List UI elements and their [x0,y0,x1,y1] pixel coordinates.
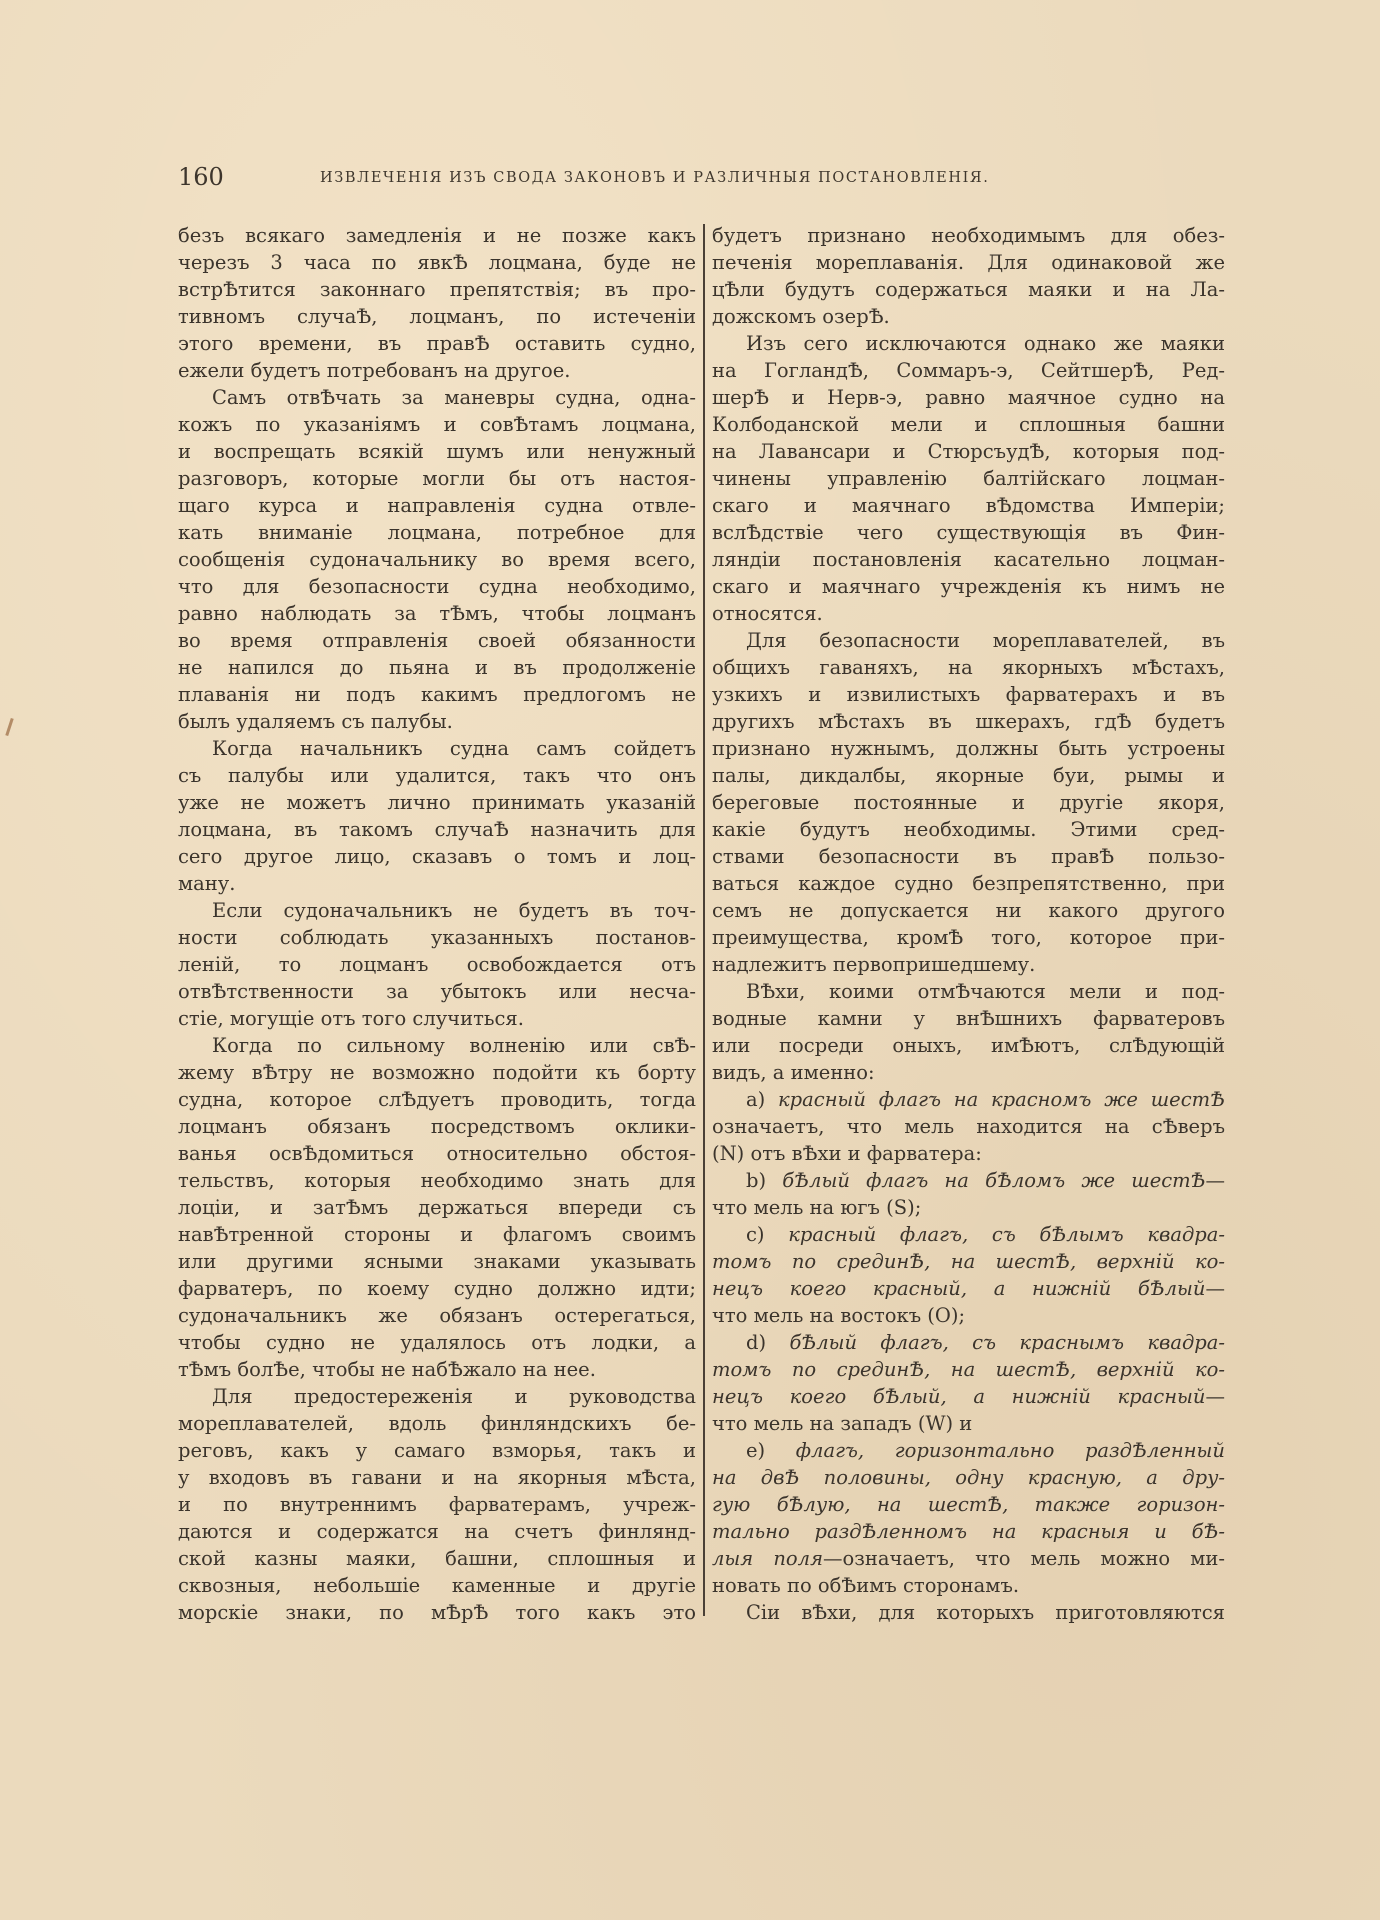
running-title: ИЗВЛЕЧЕНІЯ ИЗЪ СВОДА ЗАКОНОВЪ И РАЗЛИЧНЫЯ ПОСТАНОВЛЕНІЯ. [320,170,990,186]
text-line: лоціи, и затѢмъ держаться впереди съ [178,1196,696,1219]
text-line: e) флагъ, горизонтально раздѢленный [746,1439,1225,1462]
text-line: (N) отъ вѢхи и фарватера: [712,1142,982,1165]
italic-text: флагъ, горизонтально раздѢленный [795,1439,1225,1462]
text-line: судна, которое слѢдуетъ проводить, тогда [178,1088,696,1111]
text-line: или другими ясными знаками указывать [178,1250,696,1273]
text-line: жему вѢтру не возможно подойти къ борту [178,1061,696,1084]
italic-text: красный флагъ, съ бѢлымъ квадра- [788,1223,1225,1246]
right-column [712,222,1225,1626]
text-line: этого времени, въ правѢ оставить судно, [178,332,696,355]
text-line: что мель на западъ (W) и [712,1412,973,1435]
text-line: безъ всякаго замедленія и не позже какъ [178,224,696,247]
italic-text: лыя поля [712,1547,823,1570]
text-line: морскіе знаки, по мѢрѢ того какъ это [178,1601,696,1624]
text-line: нецъ коего бѢлый, а нижній красный— [712,1385,1225,1408]
text-line: ману. [178,872,236,895]
text-line: палы, дикдалбы, якорные буи, рымы и [712,764,1225,787]
text-line [712,1356,1225,1383]
text-line: береговые постоянные и другіе якоря, [712,791,1225,814]
italic-text: бѢлый флагъ на бѢломъ же шестѢ [782,1169,1206,1192]
text-line: ности соблюдать указанныхъ постанов- [178,926,696,949]
text-line: водные камни у внѢшнихъ фарватеровъ [712,1007,1225,1030]
text-line: ваться каждое судно безпрепятственно, при [712,872,1225,895]
text-line: шерѢ и Нерв-э, равно маячное судно на [712,386,1225,409]
text-line: что мель на югъ (S); [712,1196,922,1219]
text-line: какіе будутъ необходимы. Этими сред- [712,818,1225,841]
text-line: во время отправленія своей обязанности [178,629,696,652]
text-line: уже не можетъ лично принимать указаній [178,791,696,814]
text-line: лыя поля—означаетъ, что мель можно ми- [712,1547,1225,1570]
text-line: вслѢдствіе чего существующія въ Фин- [712,521,1225,544]
text-line: не напился до пьяна и въ продолженіе [178,656,696,679]
text-line: сего другое лицо, сказавъ о томъ и лоц- [178,845,696,868]
text-line: относятся. [712,602,823,625]
text-line: что мель на востокъ (O); [712,1304,966,1327]
text-line: Самъ отвѢчать за маневры судна, одна- [212,386,696,409]
text-line: и воспрещать всякій шумъ или ненужный [178,440,696,463]
text-line: былъ удаляемъ съ палубы. [178,710,453,733]
text-line: надлежитъ первопришедшему. [712,953,1036,976]
text-line [712,1491,1225,1518]
text-line: дожскомъ озерѢ. [712,305,890,328]
text-line: Сіи вѢхи, для которыхъ приготовляются [746,1601,1225,1624]
text-line: на Лавансари и СтюрсъудѢ, которыя под- [712,440,1225,463]
margin-pencil-mark [5,718,13,736]
text-line: означаетъ, что мель находится на сѢверъ [712,1115,1225,1138]
italic-text: гую бѢлую, на шестѢ, также горизон- [712,1493,1225,1516]
column-divider [703,224,705,1616]
text-line: Если судоначальникъ не будетъ въ точ- [212,899,696,922]
text-line: у входовъ въ гавани и на якорныя мѢста, [178,1466,696,1489]
text-line: семъ не допускается ни какого другого [712,899,1225,922]
text-line: мореплавателей, вдоль финляндскихъ бе- [178,1412,696,1435]
text-line: лоцманъ обязанъ посредствомъ оклики- [178,1115,696,1138]
italic-text: томъ по срединѢ, на шестѢ, верхній ко- [712,1358,1225,1381]
page-header [178,163,1225,193]
text-line [712,1248,1225,1275]
text-line: разговоръ, которые могли бы отъ настоя- [178,467,696,490]
text-line: d) бѢлый флагъ, съ краснымъ квадра- [746,1331,1225,1354]
text-line: съ палубы или удалится, такъ что онъ [178,764,696,787]
text-line: нецъ коего красный, а нижній бѢлый— [712,1277,1225,1300]
text-line: встрѢтится законнаго препятствія; въ про- [178,278,696,301]
italic-text: красный флагъ на красномъ же шестѢ [778,1088,1225,1111]
text-line: ВѢхи, коими отмѢчаются мели и под- [746,980,1225,1003]
text-line: ванья освѢдомиться относительно обстоя- [178,1142,696,1165]
text-line: ствами безопасности въ правѢ пользо- [712,845,1225,868]
text-line: будетъ признано необходимымъ для обез- [712,224,1225,247]
italic-text: нецъ коего красный, а нижній бѢлый [712,1277,1206,1300]
text-line: Колбоданской мели и сплошныя башни [712,413,1225,436]
text-line: ской казны маяки, башни, сплошныя и [178,1547,696,1570]
text-line: c) красный флагъ, съ бѢлымъ квадра- [746,1223,1225,1246]
text-line: черезъ 3 часа по явкѢ лоцмана, буде не [178,251,696,274]
text-line: чтобы судно не удалялось отъ лодки, а [178,1331,696,1354]
text-line: ляндіи постановленія касательно лоцман- [712,548,1225,571]
text-line: признано нужнымъ, должны быть устроены [712,737,1225,760]
text-line: лоцмана, въ такомъ случаѢ назначить для [178,818,696,841]
text-line: сообщенія судоначальнику во время всего, [178,548,696,571]
text-line: леній, то лоцманъ освобождается отъ [178,953,696,976]
text-line: фарватеръ, по коему судно должно идти; [178,1277,696,1300]
text-line: навѢтренной стороны и флагомъ своимъ [178,1223,696,1246]
text-line: скаго и маячнаго учрежденія къ нимъ не [712,575,1225,598]
text-line: Для предостереженія и руководства [212,1385,696,1408]
text-line: печенія мореплаванія. Для одинаковой же [712,251,1225,274]
text-line: общихъ гаваняхъ, на якорныхъ мѢстахъ, [712,656,1225,679]
italic-text: нецъ коего бѢлый, а нижній красный [712,1385,1206,1408]
text-line: кать вниманіе лоцмана, потребное для [178,521,696,544]
text-line: другихъ мѢстахъ въ шкерахъ, гдѢ будетъ [712,710,1225,733]
text-line: тѢмъ болѢе, чтобы не набѢжало на нее. [178,1358,596,1381]
text-line: Когда начальникъ судна самъ сойдетъ [212,737,696,760]
text-line [712,1464,1225,1491]
text-line: и по внутреннимъ фарватерамъ, учреж- [178,1493,696,1516]
text-line: стіе, могущіе отъ того случиться. [178,1007,524,1030]
text-line: тивномъ случаѢ, лоцманъ, по истеченіи [178,305,696,328]
text-line: или посреди оныхъ, имѢютъ, слѢдующій [712,1034,1225,1057]
text-line: чинены управленію балтійскаго лоцман- [712,467,1225,490]
text-line: отвѢтственности за убытокъ или несча- [178,980,696,1003]
text-line: щаго курса и направленія судна отвле- [178,494,696,517]
text-line: плаванія ни подъ какимъ предлогомъ не [178,683,696,706]
text-line: Изъ сего исключаются однако же маяки [746,332,1225,355]
text-line: цѢли будутъ содержаться маяки и на Ла- [712,278,1225,301]
text-line: узкихъ и извилистыхъ фарватерахъ и въ [712,683,1225,706]
text-line: новать по обѢимъ сторонамъ. [712,1574,1020,1597]
text-line [712,1518,1225,1545]
italic-text: томъ по срединѢ, на шестѢ, верхній ко- [712,1250,1225,1273]
text-line: Для безопасности мореплавателей, въ [746,629,1225,652]
text-line: равно наблюдать за тѢмъ, чтобы лоцманъ [178,602,696,625]
text-line: скаго и маячнаго вѢдомства Имперіи; [712,494,1225,517]
text-line: сквозныя, небольшіе каменные и другіе [178,1574,696,1597]
italic-text: на двѢ половины, одну красную, а дру- [712,1466,1225,1489]
page-number: 160 [178,163,224,191]
text-line: на ГогландѢ, Соммаръ-э, СейтшерѢ, Ред- [712,359,1225,382]
text-line: видъ, а именно: [712,1061,875,1084]
text-line: судоначальникъ же обязанъ остерегаться, [178,1304,696,1327]
text-line: Когда по сильному волненію или свѢ- [212,1034,696,1057]
text-line: ежели будетъ потребованъ на другое. [178,359,571,382]
text-line: тельствъ, которыя необходимо знать для [178,1169,696,1192]
text-line: а) красный флагъ на красномъ же шестѢ [746,1088,1225,1111]
text-line: даются и содержатся на счетъ финлянд- [178,1520,696,1543]
italic-text: тально раздѢленномъ на красныя и бѢ- [712,1520,1225,1543]
italic-text: бѢлый флагъ, съ краснымъ квадра- [789,1331,1225,1354]
left-column [178,222,696,1626]
text-line: b) бѢлый флагъ на бѢломъ же шестѢ— [746,1169,1225,1192]
text-line: реговъ, какъ у самаго взморья, такъ и [178,1439,696,1462]
text-line: что для безопасности судна необходимо, [178,575,696,598]
text-line: преимущества, кромѢ того, которое при- [712,926,1225,949]
text-line: кожъ по указаніямъ и совѢтамъ лоцмана, [178,413,696,436]
